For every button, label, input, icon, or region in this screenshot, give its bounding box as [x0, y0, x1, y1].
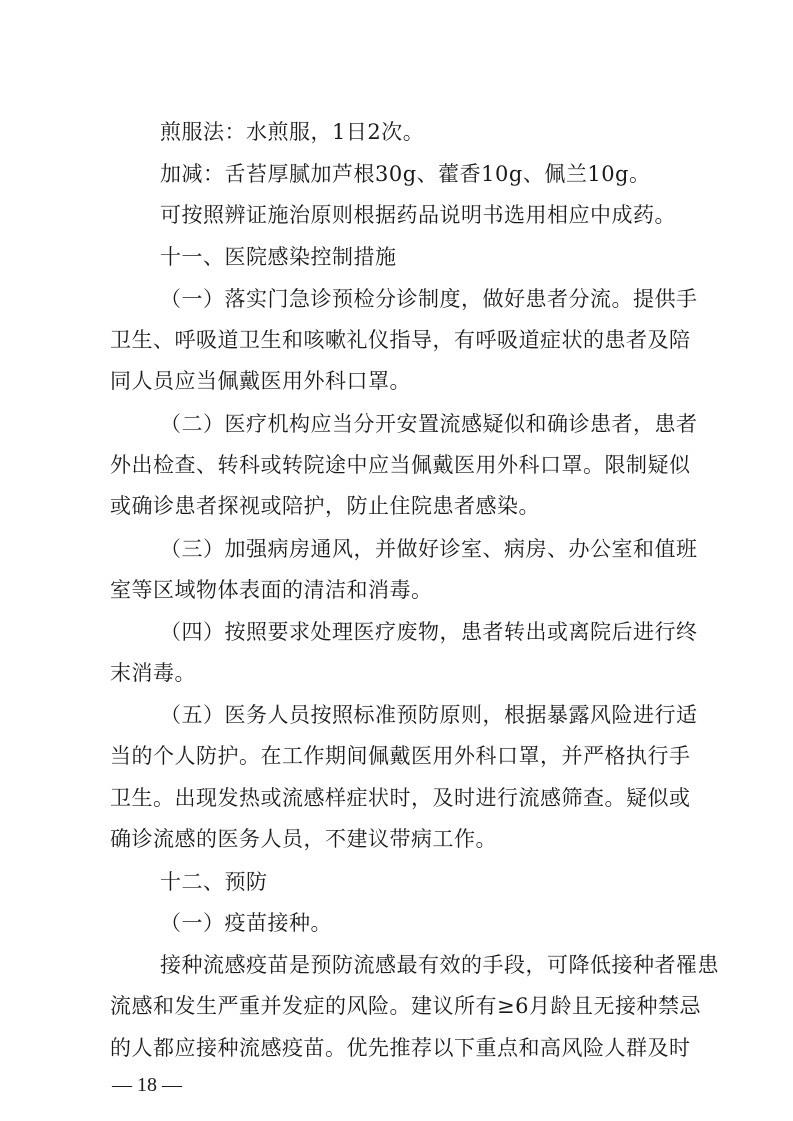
paragraph-line: 确诊流感的医务人员，不建议带病工作。 — [110, 827, 497, 851]
paragraph-line: 的人都应接种流感疫苗。优先推荐以下重点和高风险人群及时 — [110, 1036, 691, 1060]
paragraph-line: （五）医务人员按照标准预防原则，根据暴露风险进行适 — [160, 703, 698, 727]
section-heading: 十二、预防 — [160, 870, 268, 894]
page-number: — 18 — — [112, 1074, 182, 1096]
paragraph-line: （四）按照要求处理医疗废物，患者转出或离院后进行终 — [160, 620, 698, 644]
paragraph-line: （三）加强病房通风，并做好诊室、病房、办公室和值班 — [160, 537, 698, 561]
paragraph-line: 可按照辨证施治原则根据药品说明书选用相应中成药。 — [160, 203, 676, 227]
paragraph-line: 流感和发生严重并发症的风险。建议所有≥6月龄且无接种禁忌 — [110, 994, 701, 1018]
paragraph-line: （二）医疗机构应当分开安置流感疑似和确诊患者，患者 — [160, 412, 698, 436]
paragraph-line: 或确诊患者探视或陪护，防止住院患者感染。 — [110, 494, 540, 518]
section-heading: 十一、医院感染控制措施 — [160, 245, 397, 269]
paragraph-line: （一）疫苗接种。 — [160, 911, 332, 935]
paragraph-line: 加减：舌苔厚腻加芦根30g、藿香10g、佩兰10g。 — [160, 162, 651, 186]
paragraph-line: 当的个人防护。在工作期间佩戴医用外科口罩，并严格执行手 — [110, 744, 691, 768]
paragraph-line: 卫生、呼吸道卫生和咳嗽礼仪指导，有呼吸道症状的患者及陪 — [110, 328, 691, 352]
paragraph-line: 卫生。出现发热或流感样症状时，及时进行流感筛查。疑似或 — [110, 786, 691, 810]
paragraph-line: 同人员应当佩戴医用外科口罩。 — [110, 369, 411, 393]
paragraph-line: 外出检查、转科或转院途中应当佩戴医用外科口罩。限制疑似 — [110, 453, 691, 477]
paragraph-line: 煎服法：水煎服，1日2次。 — [160, 120, 425, 144]
paragraph-line: 末消毒。 — [110, 661, 196, 685]
paragraph-line: （一）落实门急诊预检分诊制度，做好患者分流。提供手 — [160, 287, 698, 311]
paragraph-line: 接种流感疫苗是预防流感最有效的手段，可降低接种者罹患 — [160, 953, 719, 977]
paragraph-line: 室等区域物体表面的清洁和消毒。 — [110, 578, 433, 602]
